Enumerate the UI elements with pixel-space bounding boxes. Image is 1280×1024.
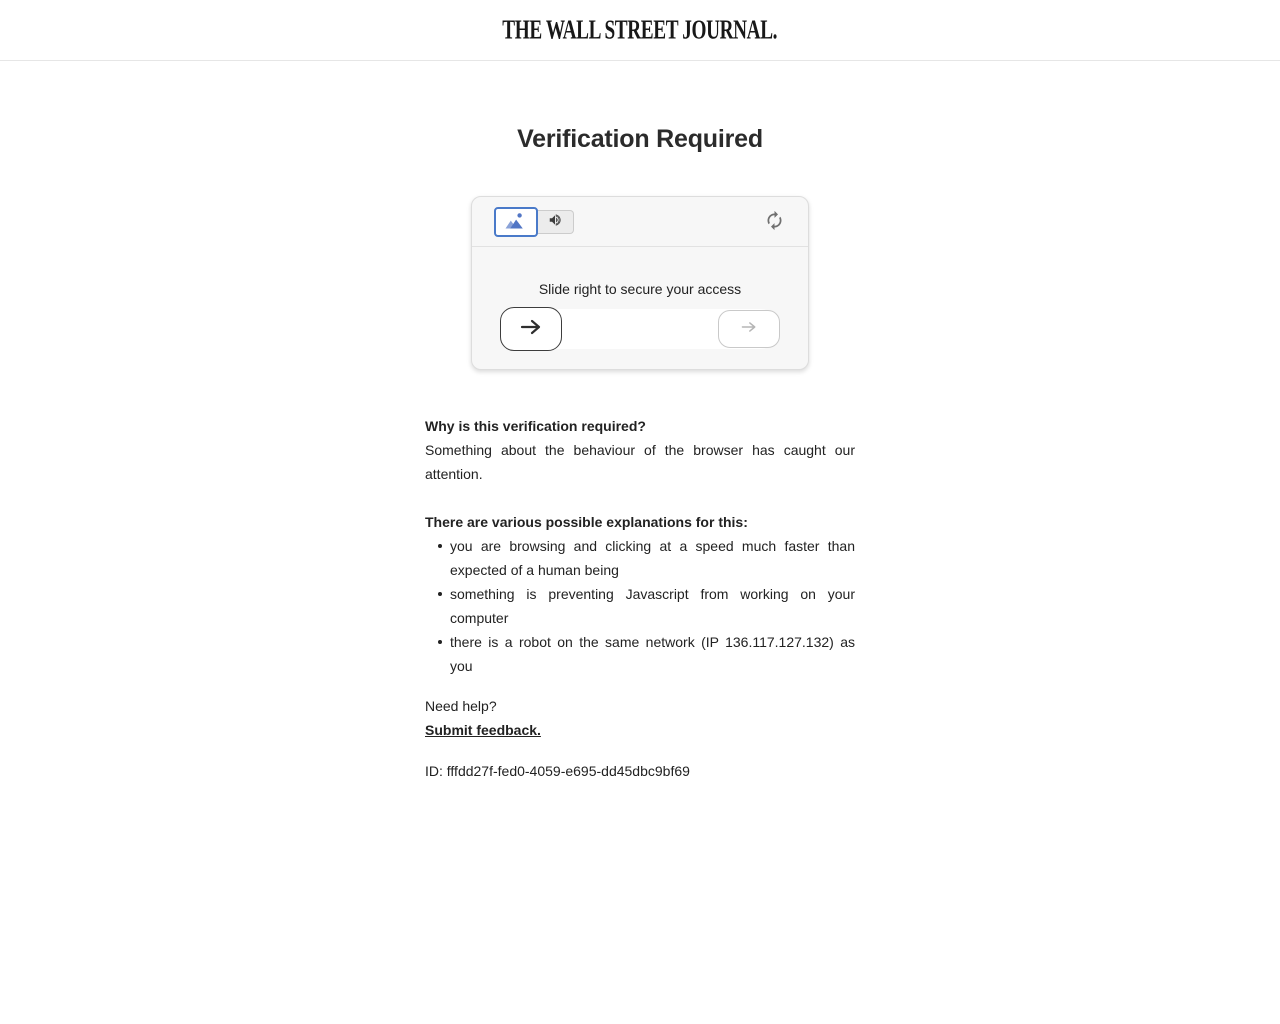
slider-target	[718, 310, 780, 348]
arrow-right-ghost-icon	[740, 320, 758, 339]
verification-id: ID: fffdd27f-fed0-4059-e695-dd45dbc9bf69	[425, 763, 690, 779]
why-text: Something about the behaviour of the browser has caught our attention.	[425, 442, 855, 482]
captcha-mode-toggle	[494, 207, 574, 237]
submit-feedback-link[interactable]: Submit feedback.	[425, 722, 541, 738]
why-heading: Why is this verification required?	[425, 418, 646, 434]
site-header	[0, 0, 1280, 61]
slider	[500, 307, 780, 351]
list-item: something is preventing Javascript from working on your computer	[425, 582, 855, 630]
wsj-logo: THE WALL STREET JOURNAL.	[502, 14, 778, 45]
arrow-right-icon	[520, 319, 542, 340]
main-content	[425, 125, 855, 783]
audio-mode-button[interactable]	[536, 210, 574, 234]
captcha-body	[472, 247, 808, 369]
explanations-list	[425, 534, 855, 678]
captcha-widget	[471, 196, 809, 370]
image-mode-button[interactable]	[494, 207, 538, 237]
explanations-heading: There are various possible explanations for this:	[425, 514, 748, 530]
refresh-icon	[764, 210, 785, 234]
explanation-section	[425, 414, 855, 783]
image-mountain-icon	[504, 212, 528, 232]
list-item: there is a robot on the same network (IP 136.117.127.132) as you	[425, 630, 855, 678]
help-block	[425, 694, 855, 742]
captcha-header	[472, 197, 808, 247]
refresh-captcha-button[interactable]	[762, 210, 786, 234]
list-item: you are browsing and clicking at a speed much faster than expected of a human being	[425, 534, 855, 582]
slider-handle[interactable]	[500, 307, 562, 351]
slider-instruction: Slide right to secure your access	[538, 281, 742, 297]
speaker-icon	[547, 213, 563, 230]
need-help-text: Need help?	[425, 698, 497, 714]
page-title: Verification Required	[517, 125, 763, 153]
